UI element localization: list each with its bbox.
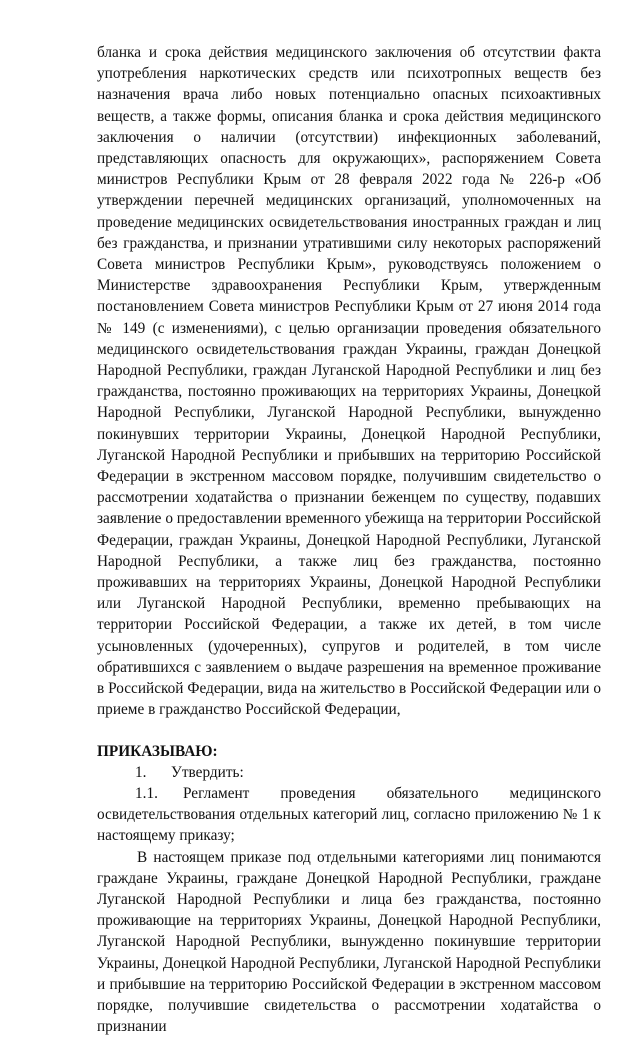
paragraph-preamble: бланка и срока действия медицинского заключения об отсутствии факта употребления наркотических средств или психотропных веществ без назначения врача либо новых потенциально опасных психоактивных веществ, а также формы, описания бланка и срока действия медицинского заключения о наличии (отсутствии) инфекционных заболеваний, представляющих опасность для окружающих», распоряжением Совета министров Республики Крым от 28 февраля 2022 года № 226-р «Об утверждении перечней медицинских организаций, уполномоченных на проведение медицинских освидетельствования иностранных граждан и лиц без гражданства, и признании утратившими силу некоторых распоряжений Совета министров Республики Крым», руководствуясь положением о Министерстве здравоохранения Республики Крым, утвержденным постановлением Совета министров Республики Крым от 27 июня 2014 года № 149 (с изменениями), с целью организации проведения обязательного медицинского освидетельствования граждан Украины, граждан Донецкой Народной Республики, граждан Луганской Народной Республики и лиц без гражданства, постоянно проживающих на территориях Украины, Донецкой Народной Республики, Луганской Народной Республики, вынужденно покинувших территории Украины, Донецкой Народной Республики, Луганской Народной Республики и прибывших на территорию Российской Федерации в экстренном массовом порядке, получившим свидетельство о рассмотрении ходатайства о признании беженцем по существу, подавших заявление о предоставлении временного убежища на территории Российской Федерации, граждан Украины, Донецкой Народной Республики, Луганской Народной Республики, а также лиц без гражданства, постоянно проживавших на территориях Украины, Донецкой Народной Республики или Луганской Народной Республики, временно пребывающих на территории Российской Федерации, а также их детей, в том числе усыновленных (удочеренных), супругов и родителей, в том числе обратившихся с заявлением о выдаче разрешения на временное проживание в Российской Федерации, вида на жительство в Российской Федерации или о приеме в гражданство Российской Федерации, [97, 44, 601, 719]
list-item-1-1 [97, 783, 601, 847]
list-item-1-1-text: Регламент проведения обязательного медицинского освидетельствования отдельных категорий лиц, согласно приложению № 1 к настоящему приказу; [97, 784, 601, 845]
list-item-1 [97, 762, 601, 783]
paragraph-definition: В настоящем приказе под отдельными категориями лиц понимаются граждане Украины, граждане Донецкой Народной Республики, граждане Луганской Народной Республики и лица без гражданства, постоянно проживающие на территориях Украины, Донецкой Народной Республики, Луганской Народной Республики, вынужденно покинувшие территории Украины, Донецкой Народной Республики, Луганской Народной Республики и прибывшие на территорию Российской Федерации в экстренном массовом порядке, получившие свидетельства о рассмотрении ходатайства о признании [97, 848, 601, 1036]
list-item-1-1-number: 1.1. [135, 784, 158, 802]
document-body [97, 42, 601, 1037]
list-item-1-text: Утвердить: [171, 763, 244, 781]
list-item-1-number: 1. [135, 763, 147, 781]
order-heading: ПРИКАЗЫВАЮ: [97, 742, 218, 760]
